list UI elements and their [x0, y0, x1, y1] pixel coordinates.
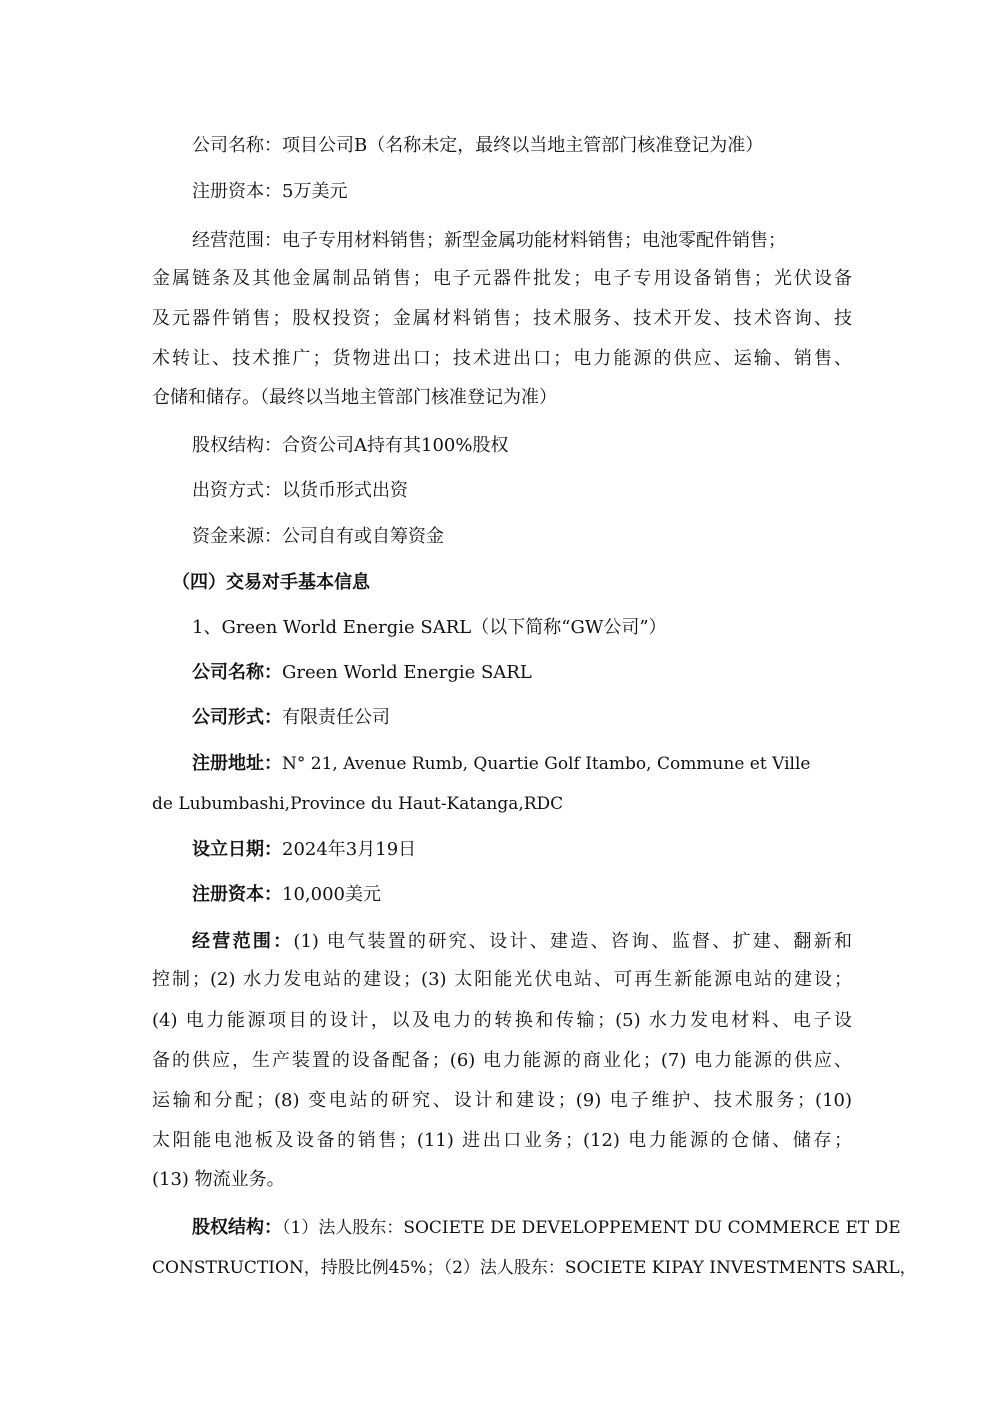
gw-business-scope-line-3: (4) 电力能源项目的设计，以及电力的转换和传输；(5) 水力发电材料、电子设	[152, 1010, 852, 1031]
field-value: (1) 电气装置的研究、设计、建造、咨询、监督、扩建、翻新和	[293, 931, 853, 952]
field-value: （1）法人股东：SOCIETE DE DEVELOPPEMENT DU COMMERCE ET DE	[282, 1218, 901, 1238]
gw-registered-capital	[192, 882, 892, 908]
contribution-method: 出资方式：以货币形式出资	[192, 480, 408, 501]
field-label: 公司名称：	[192, 662, 282, 683]
gw-registered-address-cont: de Lubumbashi,Province du Haut-Katanga,RDC	[152, 794, 564, 814]
gw-business-scope-line-5: 运输和分配；(8) 变电站的研究、设计和建设；(9) 电子维护、技术服务；(10)	[152, 1090, 852, 1111]
gw-business-scope-line-6: 太阳能电池板及设备的销售；(11) 进出口业务；(12) 电力能源的仓储、储存；	[152, 1130, 852, 1151]
gw-company-name	[192, 660, 892, 686]
project-company-name: 公司名称：项目公司B（名称未定，最终以当地主管部门核准登记为准）	[192, 135, 764, 156]
business-scope-line-3: 及元器件销售；股权投资；金属材料销售；技术服务、技术开发、技术咨询、技	[152, 308, 852, 329]
gw-registered-address	[192, 751, 852, 777]
field-label: 注册资本：	[192, 884, 282, 905]
business-scope-line-1: 经营范围：电子专用材料销售；新型金属功能材料销售；电池零配件销售；	[192, 230, 786, 251]
gw-equity-structure-line-2: CONSTRUCTION，持股比例45%；（2）法人股东：SOCIETE KIPAY INVESTMENTS SARL，	[152, 1258, 917, 1278]
business-scope-line-5: 仓储和储存。（最终以当地主管部门核准登记为准）	[152, 387, 557, 408]
section-heading: （四）交易对手基本信息	[172, 572, 370, 593]
field-value: 10,000美元	[282, 884, 381, 905]
field-label: 设立日期：	[192, 839, 282, 860]
gw-business-scope-line-4: 备的供应，生产装置的设备配备；(6) 电力能源的商业化；(7) 电力能源的供应、	[152, 1050, 852, 1071]
field-value: N° 21, Avenue Rumb, Quartie Golf Itambo, Commune et Ville	[282, 754, 811, 774]
gw-company-form	[192, 705, 892, 731]
business-scope-line-4: 术转让、技术推广；货物进出口；技术进出口；电力能源的供应、运输、销售、	[152, 348, 852, 369]
field-value: Green World Energie SARL	[282, 662, 532, 683]
field-value: 有限责任公司	[282, 707, 390, 728]
field-label: 注册地址：	[192, 753, 282, 774]
equity-structure: 股权结构：合资公司A持有其100%股权	[192, 435, 509, 456]
business-scope-line-2: 金属链条及其他金属制品销售；电子元器件批发；电子专用设备销售；光伏设备	[152, 268, 852, 289]
gw-equity-structure-line-1	[192, 1215, 901, 1241]
field-label: 公司形式：	[192, 707, 282, 728]
counterparty-heading: 1、Green World Energie SARL（以下简称“GW公司”）	[192, 617, 667, 638]
field-value: 2024年3月19日	[282, 839, 417, 860]
field-label: 经营范围：	[192, 931, 294, 952]
gw-business-scope-line-1	[192, 929, 852, 955]
field-label: 股权结构：	[192, 1217, 282, 1238]
project-company-capital: 注册资本：5万美元	[192, 181, 348, 202]
gw-establish-date	[192, 837, 892, 863]
gw-business-scope-line-7: (13) 物流业务。	[152, 1169, 285, 1190]
gw-business-scope-line-2: 控制；(2) 水力发电站的建设；(3) 太阳能光伏电站、可再生新能源电站的建设；	[152, 969, 852, 990]
funding-source: 资金来源：公司自有或自筹资金	[192, 526, 444, 547]
